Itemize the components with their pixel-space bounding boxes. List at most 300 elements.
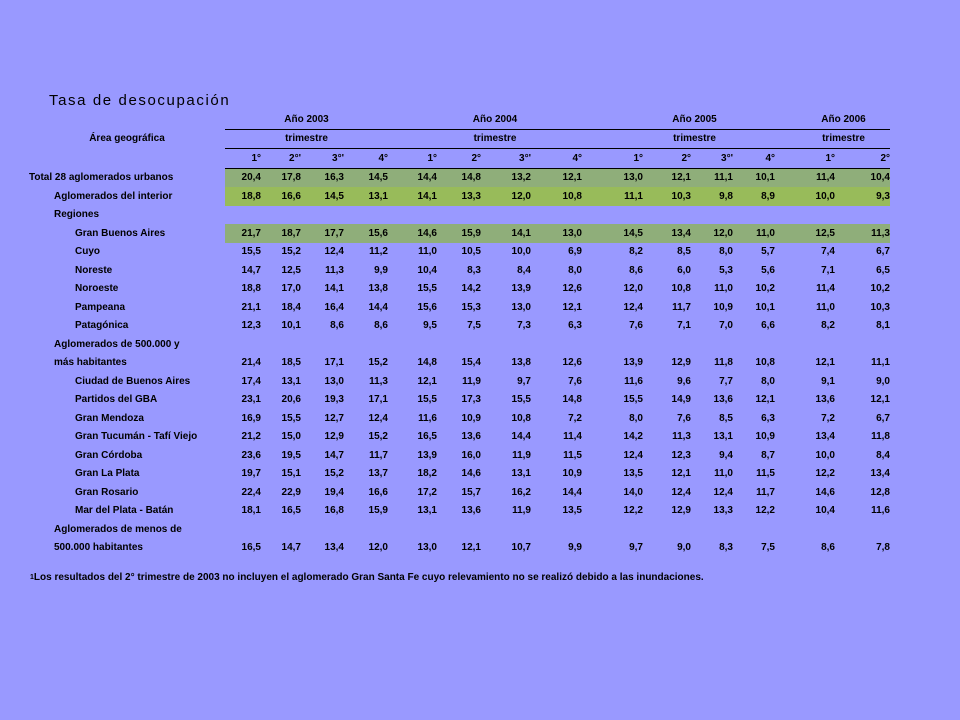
value-cell: 8,0 bbox=[629, 412, 643, 424]
value-cell: 17,4 bbox=[241, 375, 261, 387]
column-gap bbox=[388, 483, 408, 502]
column-gap bbox=[775, 428, 797, 447]
value-cell: 18,2 bbox=[417, 468, 437, 480]
value-cell: 16,0 bbox=[461, 449, 481, 461]
column-gap bbox=[388, 168, 408, 187]
value-cell: 13,6 bbox=[815, 394, 835, 406]
column-gap bbox=[388, 187, 408, 206]
value-cell bbox=[614, 206, 643, 225]
row-label: Aglomerados de menos de bbox=[54, 523, 182, 535]
value-cell: 10,1 bbox=[281, 320, 301, 332]
value-cell: 9,9 bbox=[374, 264, 388, 276]
value-cell: 16,6 bbox=[368, 486, 388, 498]
value-cell: 15,0 bbox=[281, 431, 301, 443]
value-cell bbox=[225, 206, 261, 225]
value-cell: 11,8 bbox=[871, 431, 890, 443]
table-row bbox=[29, 409, 890, 428]
value-cell: 11,9 bbox=[462, 375, 481, 387]
value-cell: 9,7 bbox=[629, 542, 643, 554]
value-cell: 15,1 bbox=[281, 468, 301, 480]
value-cell: 10,3 bbox=[643, 187, 691, 206]
value-cell: 15,5 bbox=[281, 412, 301, 424]
value-cell bbox=[344, 520, 388, 539]
trimestre-2006-label: trimestre bbox=[797, 129, 890, 149]
value-cell: 11,3 bbox=[369, 375, 388, 387]
value-cell bbox=[733, 520, 775, 539]
column-gap bbox=[388, 298, 408, 317]
value-cell bbox=[614, 520, 643, 539]
column-gap bbox=[775, 520, 797, 539]
value-cell: 13,0 bbox=[511, 301, 531, 313]
value-cell bbox=[614, 335, 643, 354]
value-cell bbox=[835, 335, 890, 354]
value-cell: 13,9 bbox=[417, 449, 437, 461]
value-cell: 23,1 bbox=[241, 394, 261, 406]
column-gap bbox=[388, 206, 408, 225]
trimestre-2005-label: trimestre bbox=[614, 129, 775, 149]
value-cell: 14,6 bbox=[461, 468, 481, 480]
value-cell: 11,0 bbox=[816, 301, 835, 313]
value-cell: 8,4 bbox=[876, 449, 890, 461]
value-cell: 14,0 bbox=[623, 486, 643, 498]
unemployment-table bbox=[29, 110, 890, 557]
value-cell: 12,0 bbox=[481, 187, 531, 206]
quarter-label: 2° bbox=[643, 149, 691, 169]
quarter-label: 4° bbox=[344, 149, 388, 169]
value-cell: 12,6 bbox=[562, 283, 582, 295]
column-gap bbox=[775, 502, 797, 521]
value-cell: 17,0 bbox=[281, 283, 301, 295]
value-cell: 5,3 bbox=[719, 264, 733, 276]
area-header: Área geográfica bbox=[89, 133, 165, 145]
value-cell: 15,9 bbox=[437, 224, 481, 243]
column-gap bbox=[582, 539, 614, 558]
value-cell: 21,4 bbox=[241, 357, 261, 369]
value-cell: 11,1 bbox=[871, 357, 890, 369]
value-cell: 9,3 bbox=[835, 187, 890, 206]
table-row bbox=[29, 280, 890, 299]
value-cell: 18,8 bbox=[225, 187, 261, 206]
value-cell: 11,2 bbox=[369, 246, 388, 258]
table-row bbox=[29, 372, 890, 391]
value-cell: 14,1 bbox=[481, 224, 531, 243]
value-cell: 21,1 bbox=[241, 301, 261, 313]
value-cell: 15,6 bbox=[344, 224, 388, 243]
quarter-label: 1° bbox=[614, 149, 643, 169]
value-cell: 8,6 bbox=[629, 264, 643, 276]
value-cell: 12,0 bbox=[368, 542, 388, 554]
value-cell bbox=[225, 335, 261, 354]
trimestre-2003-label: trimestre bbox=[225, 129, 388, 149]
column-gap bbox=[775, 224, 797, 243]
quarter-label: 1° bbox=[225, 149, 261, 169]
value-cell: 7,3 bbox=[517, 320, 531, 332]
value-cell: 14,9 bbox=[671, 394, 691, 406]
column-gap bbox=[775, 317, 797, 336]
value-cell: 13,0 bbox=[324, 375, 344, 387]
value-cell: 16,5 bbox=[417, 431, 437, 443]
value-cell bbox=[733, 335, 775, 354]
value-cell: 8,5 bbox=[719, 412, 733, 424]
value-cell bbox=[531, 335, 582, 354]
column-gap bbox=[388, 335, 408, 354]
value-cell: 8,2 bbox=[821, 320, 835, 332]
table-row bbox=[29, 168, 890, 187]
value-cell: 9,9 bbox=[568, 542, 582, 554]
value-cell: 7,6 bbox=[568, 375, 582, 387]
column-gap bbox=[582, 335, 614, 354]
value-cell: 15,5 bbox=[417, 394, 437, 406]
value-cell: 10,7 bbox=[511, 542, 531, 554]
column-gap bbox=[582, 465, 614, 484]
table-row bbox=[29, 261, 890, 280]
value-cell: 12,1 bbox=[643, 168, 691, 187]
row-label: Gran Tucumán - Tafí Viejo bbox=[75, 431, 198, 443]
value-cell: 15,3 bbox=[461, 301, 481, 313]
row-label: Ciudad de Buenos Aires bbox=[75, 375, 191, 387]
value-cell: 11,7 bbox=[672, 301, 691, 313]
value-cell: 12,0 bbox=[691, 224, 733, 243]
table-row bbox=[29, 428, 890, 447]
value-cell: 9,6 bbox=[677, 375, 691, 387]
column-gap bbox=[775, 206, 797, 225]
column-gap bbox=[388, 354, 408, 373]
value-cell: 14,4 bbox=[368, 301, 388, 313]
value-cell: 19,7 bbox=[241, 468, 261, 480]
column-gap bbox=[775, 335, 797, 354]
value-cell: 17,7 bbox=[301, 224, 344, 243]
value-cell: 10,3 bbox=[870, 301, 890, 313]
value-cell: 13,6 bbox=[461, 505, 481, 517]
value-cell bbox=[797, 520, 835, 539]
value-cell: 12,2 bbox=[815, 468, 835, 480]
value-cell: 7,8 bbox=[876, 542, 890, 554]
value-cell: 15,6 bbox=[417, 301, 437, 313]
column-gap bbox=[388, 280, 408, 299]
value-cell bbox=[643, 520, 691, 539]
value-cell: 13,8 bbox=[511, 357, 531, 369]
table-row bbox=[29, 335, 890, 354]
value-cell: 16,5 bbox=[241, 542, 261, 554]
column-gap bbox=[775, 243, 797, 262]
column-gap bbox=[388, 372, 408, 391]
value-cell: 11,9 bbox=[512, 449, 531, 461]
value-cell: 8,1 bbox=[876, 320, 890, 332]
trimestre-header-row bbox=[29, 129, 890, 149]
trimestre-2004-label: trimestre bbox=[408, 129, 582, 149]
value-cell: 10,8 bbox=[511, 412, 531, 424]
value-cell: 13,0 bbox=[531, 224, 582, 243]
column-gap bbox=[582, 224, 614, 243]
value-cell: 7,6 bbox=[677, 412, 691, 424]
column-gap bbox=[388, 446, 408, 465]
table-row bbox=[29, 465, 890, 484]
value-cell: 14,2 bbox=[461, 283, 481, 295]
value-cell: 18,7 bbox=[261, 224, 301, 243]
value-cell: 11,9 bbox=[512, 505, 531, 517]
value-cell: 12,6 bbox=[562, 357, 582, 369]
value-cell: 5,7 bbox=[761, 246, 775, 258]
value-cell: 7,5 bbox=[761, 542, 775, 554]
year-2005-header: Año 2005 bbox=[614, 110, 775, 129]
column-gap bbox=[582, 168, 614, 187]
value-cell: 19,5 bbox=[281, 449, 301, 461]
column-gap bbox=[775, 465, 797, 484]
row-label: Aglomerados de 500.000 y bbox=[54, 338, 180, 350]
column-gap bbox=[775, 539, 797, 558]
year-header-row bbox=[29, 110, 890, 129]
value-cell: 17,8 bbox=[261, 168, 301, 187]
value-cell: 6,7 bbox=[876, 412, 890, 424]
value-cell: 10,5 bbox=[461, 246, 481, 258]
value-cell: 16,9 bbox=[241, 412, 261, 424]
value-cell: 11,4 bbox=[563, 431, 582, 443]
quarter-label: 3°' bbox=[691, 149, 733, 169]
value-cell: 19,4 bbox=[324, 486, 344, 498]
row-label: Total 28 aglomerados urbanos bbox=[29, 172, 174, 183]
value-cell: 15,5 bbox=[417, 283, 437, 295]
value-cell: 14,8 bbox=[437, 168, 481, 187]
column-gap bbox=[775, 391, 797, 410]
column-gap bbox=[582, 391, 614, 410]
value-cell: 8,0 bbox=[761, 375, 775, 387]
value-cell: 10,4 bbox=[835, 168, 890, 187]
value-cell: 12,1 bbox=[870, 394, 890, 406]
value-cell bbox=[481, 520, 531, 539]
column-gap bbox=[775, 409, 797, 428]
value-cell: 9,0 bbox=[677, 542, 691, 554]
value-cell: 22,9 bbox=[281, 486, 301, 498]
column-gap bbox=[775, 261, 797, 280]
value-cell: 9,7 bbox=[517, 375, 531, 387]
value-cell: 11,1 bbox=[691, 168, 733, 187]
value-cell bbox=[531, 206, 582, 225]
value-cell: 12,4 bbox=[623, 301, 643, 313]
year-2006-header: Año 2006 bbox=[797, 110, 890, 129]
value-cell bbox=[408, 335, 437, 354]
row-label: más habitantes bbox=[54, 357, 127, 369]
value-cell: 12,1 bbox=[531, 168, 582, 187]
value-cell: 15,5 bbox=[623, 394, 643, 406]
column-gap bbox=[775, 483, 797, 502]
value-cell: 9,4 bbox=[719, 449, 733, 461]
value-cell: 12,8 bbox=[870, 486, 890, 498]
value-cell: 7,1 bbox=[677, 320, 691, 332]
table-row bbox=[29, 206, 890, 225]
value-cell: 10,1 bbox=[755, 301, 775, 313]
value-cell: 14,4 bbox=[408, 168, 437, 187]
value-cell: 12,9 bbox=[671, 505, 691, 517]
table-row bbox=[29, 391, 890, 410]
year-2003-header: Año 2003 bbox=[225, 110, 388, 129]
slide-title: Tasa de desocupación bbox=[49, 92, 231, 109]
value-cell: 7,2 bbox=[821, 412, 835, 424]
column-gap bbox=[388, 409, 408, 428]
value-cell bbox=[261, 206, 301, 225]
value-cell bbox=[344, 206, 388, 225]
row-label: Pampeana bbox=[75, 301, 126, 313]
value-cell: 13,0 bbox=[417, 542, 437, 554]
row-label: Gran Rosario bbox=[75, 486, 139, 498]
column-gap bbox=[582, 206, 614, 225]
value-cell: 6,5 bbox=[876, 264, 890, 276]
quarter-label: 3°' bbox=[301, 149, 344, 169]
value-cell: 11,3 bbox=[672, 431, 691, 443]
value-cell: 10,2 bbox=[755, 283, 775, 295]
quarter-label: 4° bbox=[733, 149, 775, 169]
value-cell: 12,4 bbox=[713, 486, 733, 498]
footnote-mark: 1 bbox=[30, 574, 34, 581]
value-cell: 21,7 bbox=[225, 224, 261, 243]
value-cell: 12,5 bbox=[281, 264, 301, 276]
table-row bbox=[29, 446, 890, 465]
value-cell: 12,5 bbox=[797, 224, 835, 243]
value-cell bbox=[643, 335, 691, 354]
value-cell: 12,2 bbox=[755, 505, 775, 517]
value-cell: 6,3 bbox=[761, 412, 775, 424]
column-gap bbox=[582, 409, 614, 428]
table-row bbox=[29, 224, 890, 243]
value-cell: 11,0 bbox=[733, 224, 775, 243]
table-body bbox=[29, 168, 890, 557]
column-gap bbox=[582, 446, 614, 465]
value-cell: 10,0 bbox=[797, 187, 835, 206]
value-cell: 6,7 bbox=[876, 246, 890, 258]
value-cell: 12,1 bbox=[671, 468, 691, 480]
table-row bbox=[29, 520, 890, 539]
column-gap bbox=[388, 428, 408, 447]
value-cell: 12,4 bbox=[671, 486, 691, 498]
table-row bbox=[29, 502, 890, 521]
value-cell: 13,1 bbox=[713, 431, 733, 443]
value-cell: 12,1 bbox=[461, 542, 481, 554]
value-cell: 7,5 bbox=[467, 320, 481, 332]
value-cell: 12,4 bbox=[623, 449, 643, 461]
quarter-label: 3°' bbox=[481, 149, 531, 169]
row-label: Aglomerados del interior bbox=[54, 190, 173, 202]
value-cell: 13,4 bbox=[643, 224, 691, 243]
value-cell: 10,0 bbox=[815, 449, 835, 461]
value-cell bbox=[344, 335, 388, 354]
value-cell: 17,2 bbox=[417, 486, 437, 498]
value-cell: 11,0 bbox=[418, 246, 437, 258]
value-cell: 7,2 bbox=[568, 412, 582, 424]
value-cell: 13,0 bbox=[614, 168, 643, 187]
value-cell: 8,2 bbox=[629, 246, 643, 258]
value-cell: 14,7 bbox=[324, 449, 344, 461]
table-row bbox=[29, 243, 890, 262]
table-row bbox=[29, 483, 890, 502]
value-cell: 8,4 bbox=[517, 264, 531, 276]
value-cell: 8,7 bbox=[761, 449, 775, 461]
value-cell: 14,7 bbox=[241, 264, 261, 276]
value-cell: 7,1 bbox=[821, 264, 835, 276]
value-cell: 18,1 bbox=[241, 505, 261, 517]
row-label: Regiones bbox=[54, 209, 100, 221]
value-cell bbox=[437, 335, 481, 354]
row-label: Partidos del GBA bbox=[75, 394, 158, 406]
value-cell bbox=[691, 335, 733, 354]
value-cell: 13,1 bbox=[344, 187, 388, 206]
value-cell: 17,1 bbox=[324, 357, 344, 369]
value-cell: 16,4 bbox=[324, 301, 344, 313]
column-gap bbox=[775, 298, 797, 317]
table-row bbox=[29, 354, 890, 373]
value-cell: 13,4 bbox=[324, 542, 344, 554]
value-cell: 15,5 bbox=[241, 246, 261, 258]
value-cell: 14,8 bbox=[562, 394, 582, 406]
column-gap bbox=[388, 502, 408, 521]
value-cell: 16,3 bbox=[301, 168, 344, 187]
value-cell: 12,0 bbox=[623, 283, 643, 295]
column-gap bbox=[775, 354, 797, 373]
value-cell: 8,5 bbox=[677, 246, 691, 258]
value-cell: 12,3 bbox=[241, 320, 261, 332]
value-cell: 6,3 bbox=[568, 320, 582, 332]
table-row bbox=[29, 187, 890, 206]
value-cell bbox=[225, 520, 261, 539]
value-cell bbox=[733, 206, 775, 225]
value-cell: 9,1 bbox=[821, 375, 835, 387]
value-cell: 11,5 bbox=[756, 468, 775, 480]
value-cell: 11,8 bbox=[714, 357, 733, 369]
column-gap bbox=[582, 261, 614, 280]
value-cell: 11,7 bbox=[756, 486, 775, 498]
value-cell: 10,2 bbox=[870, 283, 890, 295]
value-cell: 13,4 bbox=[870, 468, 890, 480]
value-cell: 13,3 bbox=[713, 505, 733, 517]
quarter-label: 1° bbox=[797, 149, 835, 169]
value-cell: 12,4 bbox=[368, 412, 388, 424]
value-cell: 12,2 bbox=[623, 505, 643, 517]
value-cell: 11,4 bbox=[797, 168, 835, 187]
value-cell: 13,9 bbox=[511, 283, 531, 295]
value-cell: 15,4 bbox=[461, 357, 481, 369]
value-cell: 11,3 bbox=[325, 264, 344, 276]
value-cell: 22,4 bbox=[241, 486, 261, 498]
value-cell: 11,6 bbox=[624, 375, 643, 387]
value-cell: 23,6 bbox=[241, 449, 261, 461]
value-cell: 15,2 bbox=[368, 357, 388, 369]
column-gap bbox=[388, 539, 408, 558]
column-gap bbox=[775, 372, 797, 391]
value-cell: 10,1 bbox=[733, 168, 775, 187]
table-row bbox=[29, 539, 890, 558]
footnote-text: Los resultados del 2° trimestre de 2003 no incluyen el aglomerado Gran Santa Fe cuyo relevamiento no se realizó debido a las inundaciones. bbox=[33, 572, 704, 583]
column-gap bbox=[582, 243, 614, 262]
value-cell bbox=[437, 206, 481, 225]
column-gap bbox=[582, 280, 614, 299]
value-cell: 10,9 bbox=[755, 431, 775, 443]
value-cell: 20,6 bbox=[281, 394, 301, 406]
column-gap bbox=[582, 317, 614, 336]
value-cell: 15,9 bbox=[368, 505, 388, 517]
value-cell: 13,8 bbox=[368, 283, 388, 295]
value-cell: 10,8 bbox=[531, 187, 582, 206]
row-label: 500.000 habitantes bbox=[54, 542, 143, 554]
value-cell: 13,9 bbox=[623, 357, 643, 369]
value-cell: 10,9 bbox=[461, 412, 481, 424]
value-cell bbox=[797, 206, 835, 225]
value-cell bbox=[481, 206, 531, 225]
value-cell: 11,0 bbox=[714, 468, 733, 480]
value-cell bbox=[408, 206, 437, 225]
value-cell: 6,6 bbox=[761, 320, 775, 332]
value-cell: 9,5 bbox=[423, 320, 437, 332]
row-label: Mar del Plata - Batán bbox=[75, 505, 174, 517]
column-gap bbox=[582, 187, 614, 206]
column-gap bbox=[775, 446, 797, 465]
